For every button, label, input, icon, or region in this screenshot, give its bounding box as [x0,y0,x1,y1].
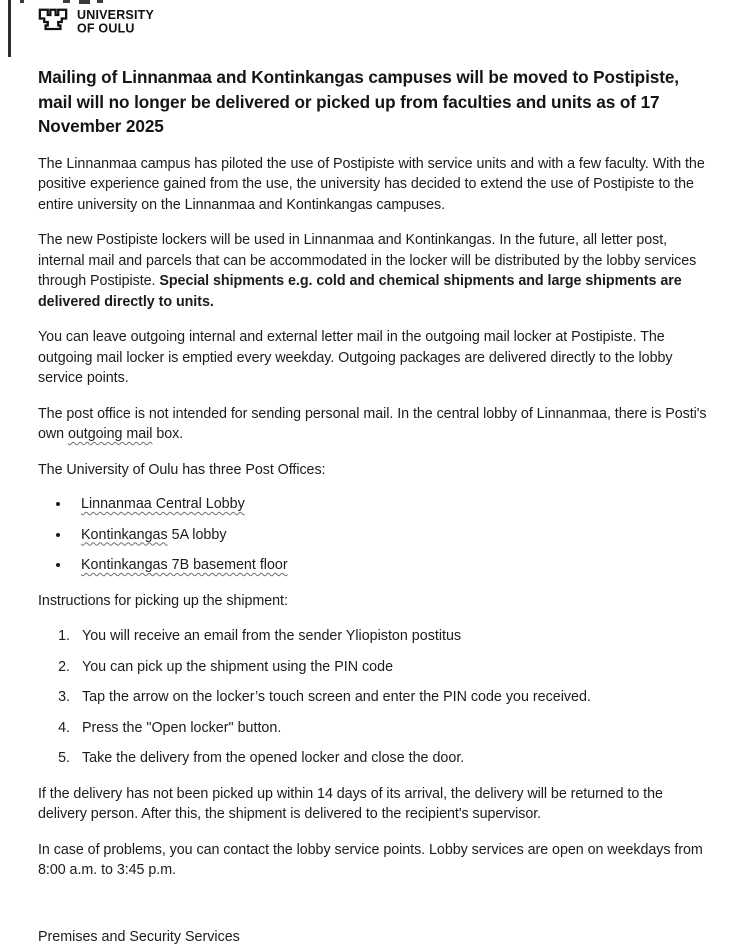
text-run: You can leave outgoing internal and external letter mail in the outgoing mail locker at Postipiste. The outgoing mail locker is emptied every weekday. Outgoing packages are delivered directly to the lobby service points. [38,329,672,386]
paragraph-post-offices-intro [38,460,712,481]
text-run: The post office is not intended for sending personal mail. In the central lobby of Linnanmaa, there is Posti's own [38,406,707,443]
signature-department: Premises and Security Services [38,927,712,947]
text-run: If the delivery has not been picked up within 14 days of its arrival, the delivery will be returned to the delivery person. After this, the shipment is delivered to the recipient's supervisor. [38,786,663,823]
paragraph-personal-mail [38,404,712,445]
instruction-step-1: 1. You will receive an email from the sender Yliopiston postitus [74,626,712,647]
scan-artifact [79,0,90,4]
text-run: Special shipments e.g. cold and chemical shipments and large shipments are delivered directly to units. [38,273,682,310]
oulu-castle-logo-icon [38,8,68,36]
logo-wordmark [77,8,154,35]
text-run: Instructions for picking up the shipment: [38,593,288,609]
instruction-step-3: 3. Tap the arrow on the locker’s touch screen and enter the PIN code you received. [74,687,712,708]
text-run: 5A lobby [168,527,227,543]
paragraph-outgoing-mail [38,327,712,389]
text-run: box. [152,426,183,442]
text-run: The University of Oulu has three Post Offices: [38,462,325,478]
text-run: Kontinkangas 7B basement floor [81,557,288,573]
scan-artifact [63,0,70,3]
paragraph-instructions-intro [38,591,712,612]
list-item-kontinkangas-7b [71,555,712,576]
text-run: The new Postipiste lockers will be used in Linnanmaa and Kontinkangas. In the future, all letter post, internal mail and parcels that can be accommodated in the locker will be distributed by the lobby services through Postipiste. [38,232,696,289]
page-title: Mailing of Linnanmaa and Kontinkangas campuses will be moved to Postipiste, mail will no longer be delivered or picked up from faculties and units as of 17 November 2025 [38,65,698,139]
paragraph-return-policy [38,784,712,825]
text-run: Kontinkangas [81,527,168,543]
scan-artifact [20,0,24,3]
text-run: In case of problems, you can contact the lobby service points. Lobby services are open on weekdays from 8:00 a.m. to 3:45 p.m. [38,842,703,879]
list-item-kontinkangas-5a [71,525,712,546]
paragraph-contact [38,840,712,881]
paragraph-lockers [38,230,712,312]
instruction-step-2: 2. You can pick up the shipment using the PIN code [74,657,712,678]
list-item-linnanmaa-lobby [71,494,712,515]
instruction-step-4: 4. Press the "Open locker" button. [74,718,712,739]
instruction-step-5: 5. Take the delivery from the opened locker and close the door. [74,748,712,769]
paragraph-pilot [38,154,712,216]
text-run: The Linnanmaa campus has piloted the use of Postipiste with service units and with a few faculty. With the positive experience gained from the use, the university has decided to extend the use of Postipiste to the entire university on the Linnanmaa and Kontinkangas campuses. [38,156,705,213]
post-offices-list [38,494,712,576]
scan-artifact [97,0,103,3]
text-run: Linnanmaa Central Lobby [81,496,245,512]
university-logo [24,6,712,38]
logo-line-2: OF OULU [77,22,154,36]
logo-line-1: UNIVERSITY [77,8,154,22]
text-run: outgoing mail [68,426,152,442]
pickup-instructions-list [38,626,712,769]
window-edge-artifact [8,0,11,57]
